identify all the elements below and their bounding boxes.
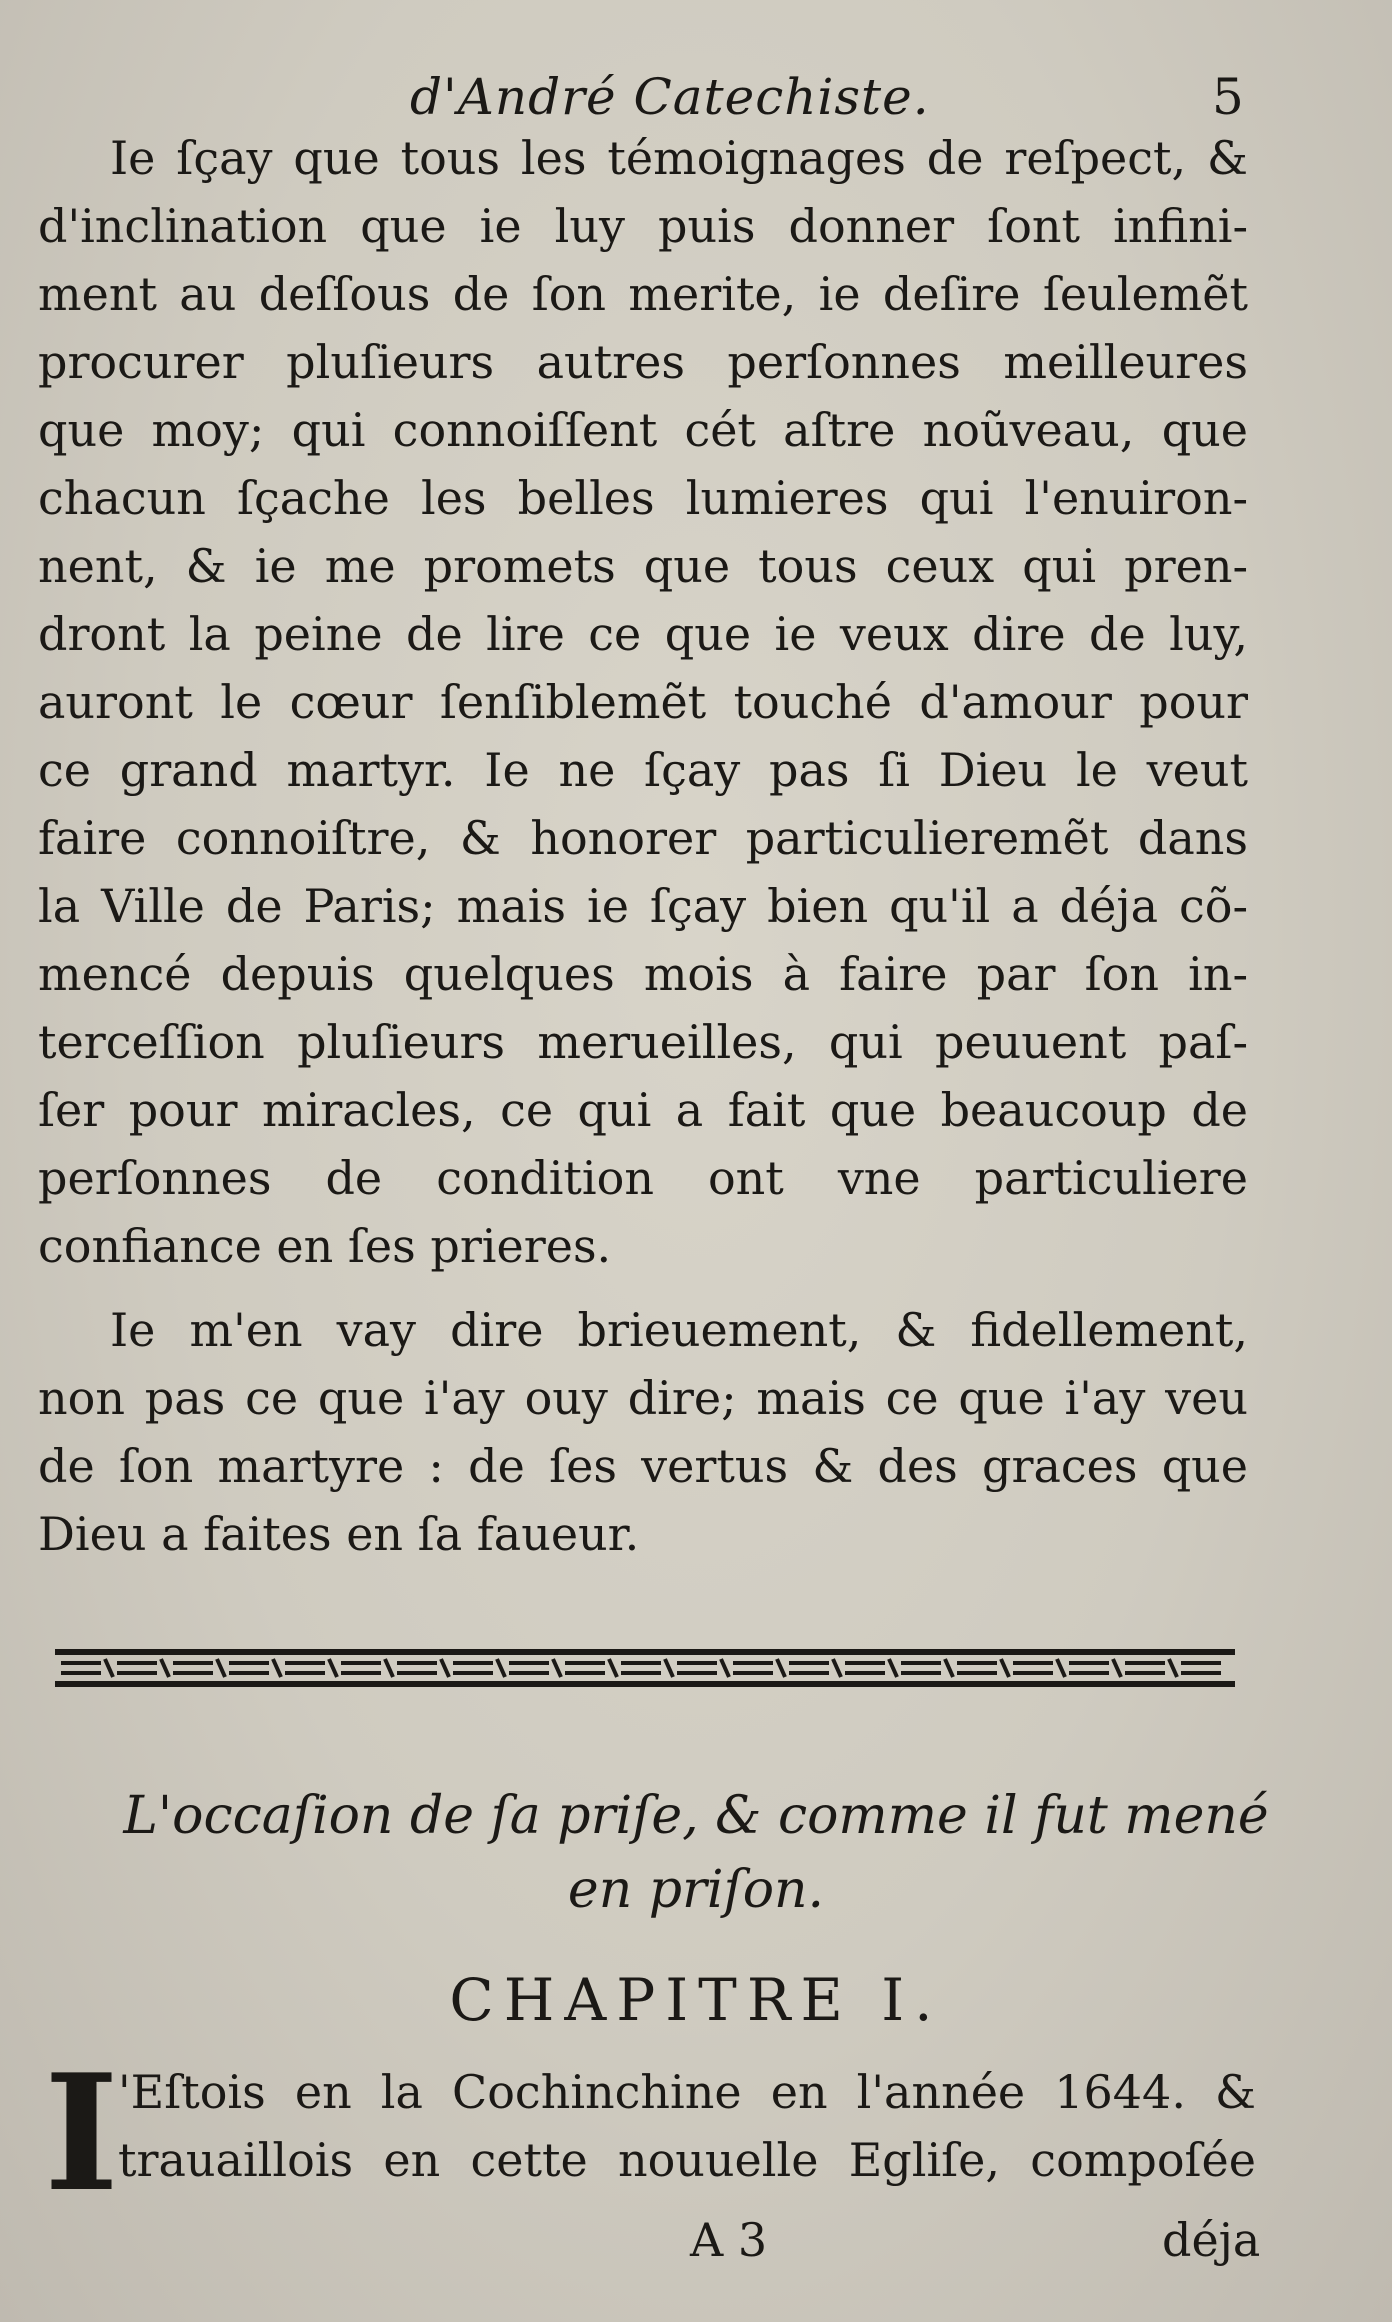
text-line: auront le cœur ſenſiblemẽt touché d'amour pour: [38, 675, 1248, 729]
text-line: chacun ſçache les belles lumieres qui l'enuiron-: [38, 471, 1248, 525]
text-line: de ſon martyre : de ſes vertus & des graces que: [38, 1439, 1248, 1493]
text-line: mencé depuis quelques mois à faire par ſon in-: [38, 947, 1248, 1001]
text-line: perſonnes de condition ont vne particuliere: [38, 1151, 1248, 1205]
running-header: [0, 62, 1392, 132]
text-line: nent, & ie me promets que tous ceux qui pren-: [38, 539, 1248, 593]
text-line: ce grand martyr. Ie ne ſçay pas ſi Dieu le veut: [38, 743, 1248, 797]
drop-capital: I: [44, 2039, 119, 2227]
chapter-summary-line: L'occaſion de ſa priſe, & comme il fut mené: [123, 1786, 1269, 1846]
text-line: Ie m'en vay dire brieuement, & fidellement,: [110, 1303, 1248, 1357]
signature-mark: A 3: [690, 2213, 768, 2267]
text-line: procurer pluſieurs autres perſonnes meilleures: [38, 335, 1248, 389]
ornamental-divider: [55, 1645, 1235, 1691]
text-line: non pas ce que i'ay ouy dire; mais ce que i'ay veu: [38, 1371, 1248, 1425]
text-line: trauaillois en cette nouuelle Egliſe, compoſée: [118, 2133, 1256, 2187]
text-line: d'inclination que ie luy puis donner ſont infini-: [38, 199, 1248, 253]
chapter-opening: [118, 2058, 1256, 2194]
page-number: 5: [1212, 68, 1244, 126]
text-line: confiance en ſes prieres.: [38, 1219, 612, 1273]
text-line: 'Eſtois en la Cochinchine en l'année 1644. &: [118, 2065, 1256, 2119]
catchword: déja: [1162, 2213, 1261, 2267]
chapter-heading: CHAPITRE I.: [449, 1966, 943, 2034]
text-line: Dieu a faites en ſa faueur.: [38, 1507, 640, 1561]
text-line: ment au deſſous de ſon merite, ie deſire ſeulemẽt: [38, 267, 1248, 321]
paragraph-1: [38, 124, 1248, 1280]
text-line: ſer pour miracles, ce qui a fait que beaucoup de: [38, 1083, 1248, 1137]
chapter-summary-line: en priſon.: [567, 1860, 825, 1920]
running-title: d'André Catechiste.: [410, 68, 930, 126]
text-line: Ie ſçay que tous les témoignages de reſpect, &: [110, 131, 1248, 185]
text-line: que moy; qui connoiſſent cét aſtre noũveau, que: [38, 403, 1248, 457]
text-line: dront la peine de lire ce que ie veux dire de luy,: [38, 607, 1248, 661]
text-line: faire connoiſtre, & honorer particulieremẽt dans: [38, 811, 1248, 865]
paragraph-2: [38, 1296, 1248, 1568]
text-line: terceſſion pluſieurs merueilles, qui peuuent paſ-: [38, 1015, 1248, 1069]
text-line: la Ville de Paris; mais ie ſçay bien qu'il a déja cõ-: [38, 879, 1248, 933]
